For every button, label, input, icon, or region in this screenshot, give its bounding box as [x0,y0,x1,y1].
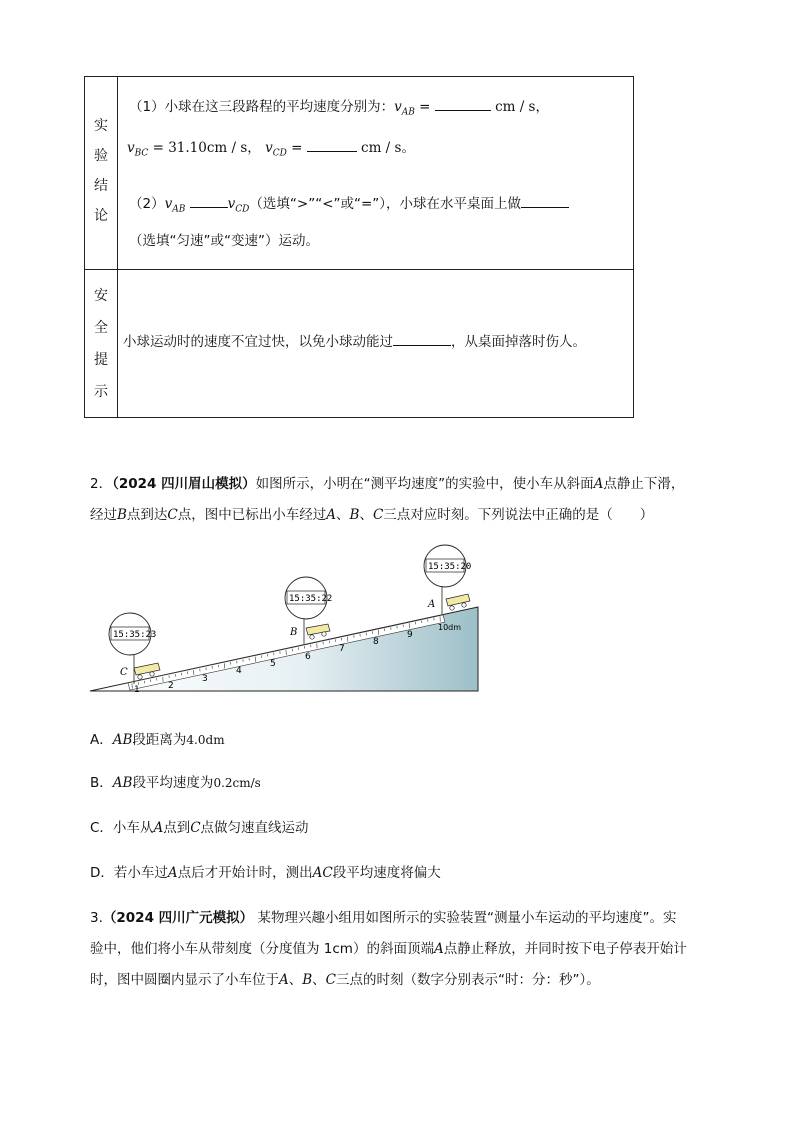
answer-blank-safety[interactable] [393,333,451,346]
line-text: （1）小球在这三段路程的平均速度分别为： [129,99,395,115]
point-label: A [593,476,604,492]
option-label: A． [90,732,113,748]
velocity-symbol: v [164,196,173,212]
time-display-a: 15:35:20 [428,562,472,572]
point-label-b: B [290,627,298,638]
answer-blank-motion[interactable] [521,195,569,208]
velocity-subscript: BC [134,148,149,159]
ruler-tick-label: 4 [236,666,242,676]
ruler-tick-label: 6 [305,652,311,662]
time-display-b: 15:35:22 [289,594,333,604]
ruler-tick-label: 2 [168,681,174,691]
stem-text: 点静止下滑， [603,476,685,492]
safety-line [123,330,586,350]
q2-option-a[interactable] [90,728,225,748]
line-text: （2） [129,196,165,212]
equals-sign: = [414,99,435,115]
stem-text: 、 [336,507,350,523]
ruler-tick-label: 7 [339,644,345,654]
option-text: 段平均速度为 [132,775,214,791]
ruler-tick-label: 1 [134,685,140,695]
option-text: 点做匀速直线运动 [200,820,309,836]
option-value: 4.0dm [186,733,225,747]
answer-blank-compare[interactable] [190,195,228,208]
stem-text: 点静止释放，并同时按下电子停表开始计 [443,941,687,957]
incline-figure [88,544,484,696]
q3-stem-line-2 [90,937,687,957]
option-text: 段距离为 [132,732,187,748]
stem-text: 时，图中圆圈内显示了小车位于 [90,972,279,988]
question-number: 3. [90,910,103,926]
stem-text: 、 [288,972,303,988]
option-text: 点到 [163,820,191,836]
point-label: B [302,972,313,988]
velocity-symbol: v [394,99,402,115]
line-text: （选填“>”“<”或“=”），小球在水平桌面上做 [249,196,522,212]
velocity-symbol: v [227,196,236,212]
stem-text: 三点对应时刻。下列说法中正确的是（ ） [383,507,654,523]
point-label: C [190,820,201,836]
stem-text: 经过 [90,507,117,523]
stem-text: 如图所示，小明在“测平均速度”的实验中，使小车从斜面 [255,476,594,492]
option-label: B． [90,775,113,791]
conclusion-line-1 [129,95,549,118]
question-source: （2024 四川广元模拟） [102,910,254,926]
stem-text: 、 [312,972,326,988]
question-source: （2024 四川眉山模拟） [112,476,256,492]
line-text: （选填“匀速”或“变速”）运动。 [129,233,319,249]
header-char: 论 [94,208,108,224]
conclusion-line-3 [129,192,569,215]
header-char: 结 [94,178,108,194]
ruler-tick-label: 8 [373,637,379,647]
point-label: B [349,507,360,523]
option-text: 段平均速度将偏大 [332,865,441,881]
header-char: 提 [94,352,108,368]
stem-text: 、 [359,507,373,523]
conclusion-line-2 [127,136,415,159]
velocity-subscript: CD [272,148,287,159]
unit-label: cm / s [495,99,536,115]
point-label: C [372,507,384,523]
stem-text: 某物理兴趣小组用如图所示的实验装置“测量小车运动的平均速度”。实 [253,910,677,926]
conclusion-line-4 [129,229,319,249]
point-label: A [433,941,444,957]
velocity-subscript: CD [235,204,250,215]
point-label: A [153,820,164,836]
point-label: C [167,507,178,523]
unit-label: cm / s [361,140,402,156]
stem-text: 点，图中已标出小车经过 [177,507,327,523]
option-label: C．小车从 [90,820,154,836]
header-char: 实 [94,118,108,134]
segment-label: AB [112,732,133,748]
punctuation: ， [535,99,549,115]
q2-stem-line-1 [90,472,684,492]
stem-text: 点到达 [126,507,168,523]
time-display-c: 15:35:23 [113,630,157,640]
answer-blank-vab[interactable] [435,98,491,111]
experiment-table [84,76,634,418]
velocity-symbol: v [265,140,273,156]
point-label-c: C [120,667,128,678]
point-label: A [279,972,289,988]
q2-option-d[interactable] [90,861,441,881]
punctuation: ， [247,140,261,156]
point-label: A [326,507,337,523]
q2-option-c[interactable] [90,816,309,836]
ruler-tick-label: 9 [407,630,413,640]
table-column-divider [117,77,118,417]
q2-stem-line-2 [90,503,653,523]
stem-text: 三点的时刻（数字分别表示“时：分：秒”）。 [336,972,600,988]
punctuation: 。 [401,140,415,156]
point-label: C [325,972,337,988]
point-label: B [117,507,127,523]
equals-sign: = [286,140,307,156]
header-char: 验 [94,148,108,164]
vbc-value: = 31.10cm / s [148,140,248,156]
incline-diagram [88,544,484,696]
velocity-subscript: AB [401,107,415,118]
velocity-symbol: v [127,140,135,156]
point-label-a: A [428,599,436,610]
option-value: 0.2cm/s [213,776,261,790]
stem-text: 验中，他们将小车从带刻度（分度值为 1cm）的斜面顶端 [90,941,434,957]
q2-option-b[interactable] [90,771,261,791]
velocity-subscript: AB [172,204,186,215]
point-label: A [167,865,178,881]
table-row-divider [85,269,633,270]
ruler-tick-label: 5 [270,659,276,669]
question-number: 2． [90,476,113,492]
option-label: D．若小车过 [90,865,168,881]
header-char: 安 [94,288,108,304]
q3-stem-line-3 [90,968,600,988]
segment-label: AB [112,775,133,791]
header-char: 全 [94,320,108,336]
line-text: 小球运动时的速度不宜过快，以免小球动能过 [123,334,393,350]
option-text: 点后才开始计时，测出 [177,865,313,881]
header-char: 示 [94,384,108,400]
line-text: ，从桌面掉落时伤人。 [451,334,586,350]
q3-stem-line-1 [90,906,676,926]
ruler-tick-label: 10dm [438,623,462,632]
segment-label: AC [312,865,333,881]
ruler-tick-label: 3 [202,674,208,684]
answer-blank-vcd[interactable] [307,139,357,152]
